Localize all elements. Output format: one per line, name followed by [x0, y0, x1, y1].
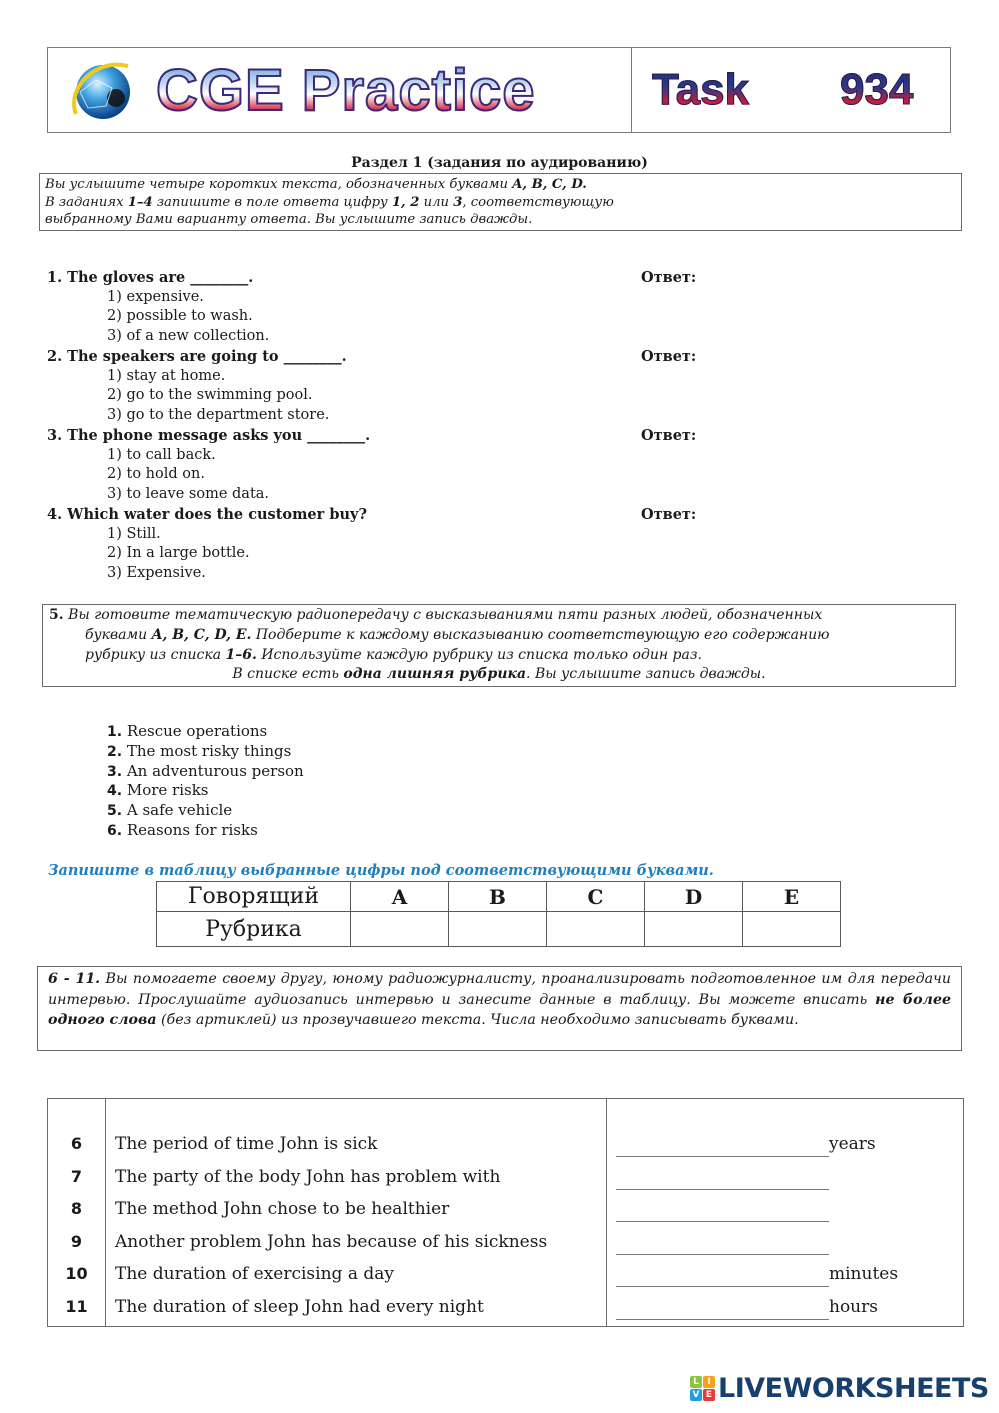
column-header-b: B — [449, 882, 547, 912]
instr-text: В списке есть — [232, 666, 344, 683]
answer-blank[interactable] — [616, 1286, 829, 1287]
question-title: 2. The speakers are going to ________. — [47, 348, 347, 365]
answer-label: Ответ: — [641, 348, 697, 365]
row-text: The period of time John is sick — [115, 1134, 378, 1154]
rubric-text: Reasons for risks — [126, 820, 258, 839]
rubric-number: 5. — [107, 803, 123, 820]
row-text: The method John chose to be healthier — [115, 1199, 450, 1219]
row-number: 10 — [65, 1264, 88, 1283]
answer-blank[interactable] — [616, 1319, 829, 1320]
rubric-text: More risks — [126, 781, 209, 800]
option: 3) to leave some data. — [107, 486, 270, 503]
table-row — [48, 1163, 963, 1196]
logo-letter: L — [690, 1376, 702, 1388]
list-item — [107, 722, 304, 742]
instr-bold: A, B, C, D, E. — [151, 626, 252, 643]
instr-bold: 1–4 — [127, 194, 153, 210]
question-title: 3. The phone message asks you ________. — [47, 427, 371, 444]
rubric-number: 2. — [107, 743, 123, 760]
answer-cell-e[interactable] — [743, 912, 841, 947]
table-instruction: Запишите в таблицу выбранные цифры под соответствующими буквами. — [48, 862, 714, 879]
row-text: The party of the body John has problem with — [115, 1166, 501, 1187]
section1-instructions — [39, 173, 962, 231]
instr-bold: A, B, C, D. — [512, 177, 587, 192]
option: 1) to call back. — [107, 446, 216, 463]
instr-text: Используйте каждую рубрику из списка только один раз. — [256, 646, 702, 663]
rubric-number: 6. — [107, 822, 123, 839]
row-text: Another problem John has because of his sickness — [115, 1231, 548, 1252]
row-label-speaker: Говорящий — [157, 882, 351, 912]
question-4 — [47, 505, 697, 584]
instr-text: Подберите к каждому высказыванию соответствующую его содержанию — [251, 626, 830, 643]
question-2 — [47, 347, 697, 426]
question-title: 4. Which water does the customer buy? — [47, 506, 367, 523]
rubric-text: The most risky things — [126, 741, 292, 760]
answer-cell-c[interactable] — [547, 912, 645, 947]
instr-text: Вы услышите четыре коротких текста, обозначенных буквами — [45, 177, 513, 192]
task-number: 5. — [49, 607, 64, 623]
task-label: Task — [652, 62, 749, 118]
answer-cell-a[interactable] — [351, 912, 449, 947]
task6-11-instructions — [37, 966, 962, 1051]
option: 3) of a new collection. — [107, 328, 270, 345]
row-number: 11 — [65, 1296, 88, 1316]
rubric-number: 4. — [107, 783, 123, 800]
table-row — [48, 1293, 963, 1326]
instr-bold: 1–6. — [225, 646, 257, 663]
question-1 — [47, 268, 697, 347]
row-text: The duration of sleep John had every night — [115, 1296, 484, 1317]
answer-label: Ответ: — [641, 427, 697, 444]
answer-label: Ответ: — [641, 269, 697, 286]
option: 1) expensive. — [107, 288, 204, 305]
task-number: 934 — [840, 62, 913, 118]
instr-text: В заданиях — [45, 194, 128, 210]
column-header-e: E — [743, 882, 841, 912]
table-row — [48, 1260, 963, 1293]
instr-text: рубрику из списка — [85, 646, 226, 663]
row-number: 6 — [70, 1134, 83, 1153]
rubric-number: 3. — [107, 763, 123, 780]
unit-label: years — [829, 1134, 876, 1154]
instr-text: (без артиклей) из прозвучавшего текста. Числа необходимо записывать буквами. — [156, 1012, 799, 1028]
column-header-c: C — [547, 882, 645, 912]
instr-text: выбранному Вами варианту ответа. Вы услышите запись дважды. — [45, 212, 533, 227]
brand-area — [48, 48, 632, 132]
option: 3) Expensive. — [107, 565, 206, 582]
column-header-a: A — [351, 882, 449, 912]
brand-title: CGE Practice — [156, 58, 536, 123]
row-number: 8 — [70, 1199, 83, 1218]
rubric-text: Rescue operations — [126, 722, 268, 740]
rubric-number: 1. — [107, 724, 123, 740]
question-3 — [47, 426, 697, 505]
task5-instructions — [42, 604, 956, 687]
option: 3) go to the department store. — [107, 407, 330, 424]
option: 1) stay at home. — [107, 367, 226, 384]
option: 2) to hold on. — [107, 466, 205, 483]
instr-bold: 1, 2 — [391, 194, 420, 210]
interview-table — [47, 1098, 964, 1327]
rubric-text: An adventurous person — [126, 761, 304, 780]
instr-text: , соответствующую — [462, 194, 614, 210]
answer-blank[interactable] — [616, 1221, 829, 1222]
row-number: 7 — [70, 1166, 83, 1186]
column-header-d: D — [645, 882, 743, 912]
instr-text: Вы помогаете своему другу, юному радиожурналисту, проанализировать подготовленное им для передачи интервью. Прослушайте аудиозапись интервью и занесите данные в таблицу. Вы можете вписать — [48, 971, 951, 1008]
liveworksheets-logo — [690, 1373, 989, 1404]
section-title: Раздел 1 (задания по аудированию) — [351, 155, 648, 171]
question-title: 1. The gloves are ________. — [47, 269, 254, 286]
list-item — [107, 781, 304, 801]
task-area — [632, 48, 950, 132]
answer-cell-d[interactable] — [645, 912, 743, 947]
table-row — [157, 882, 841, 912]
option: 1) Still. — [107, 525, 161, 542]
unit-label: hours — [829, 1296, 878, 1317]
instr-text: Вы готовите тематическую радиопередачу с высказываниями пяти разных людей, обозначенных — [63, 607, 823, 623]
live-blocks-icon — [690, 1376, 715, 1401]
answer-blank[interactable] — [616, 1189, 829, 1190]
instr-text: запишите в поле ответа цифру — [152, 194, 392, 210]
logo-letter: V — [690, 1389, 702, 1401]
row-number: 9 — [70, 1231, 83, 1251]
instr-text: буквами — [85, 626, 152, 643]
answer-blank[interactable] — [616, 1156, 829, 1157]
option: 2) In a large bottle. — [107, 545, 250, 562]
task-number: 6 - 11. — [48, 971, 101, 987]
option: 2) possible to wash. — [107, 308, 253, 325]
rubric-text: A safe vehicle — [126, 801, 233, 820]
list-item — [107, 762, 304, 782]
instr-text: . Вы услышите запись дважды. — [526, 666, 766, 683]
option: 2) go to the swimming pool. — [107, 387, 313, 404]
table-row — [48, 1130, 963, 1163]
matching-table — [156, 881, 841, 947]
rubric-list — [107, 722, 304, 841]
row-label-rubric: Рубрика — [157, 912, 351, 947]
list-item — [107, 801, 304, 821]
answer-cell-b[interactable] — [449, 912, 547, 947]
logo-text: LIVEWORKSHEETS — [718, 1373, 989, 1404]
list-item — [107, 742, 304, 762]
instr-bold: не более одного слова — [48, 991, 951, 1028]
logo-letter: I — [703, 1376, 715, 1388]
list-item — [107, 821, 304, 841]
row-text: The duration of exercising a day — [115, 1264, 394, 1284]
answer-label: Ответ: — [641, 506, 697, 523]
instr-text: или — [419, 194, 454, 210]
table-row — [48, 1228, 963, 1261]
globe-icon — [66, 58, 136, 124]
header-banner — [47, 47, 951, 133]
table-row — [48, 1195, 963, 1228]
table-row — [157, 912, 841, 947]
instr-bold: 3 — [453, 194, 463, 210]
unit-label: minutes — [829, 1264, 899, 1284]
logo-letter: E — [703, 1389, 715, 1401]
answer-blank[interactable] — [616, 1254, 829, 1255]
instr-bold: одна лишняя рубрика — [343, 666, 527, 683]
